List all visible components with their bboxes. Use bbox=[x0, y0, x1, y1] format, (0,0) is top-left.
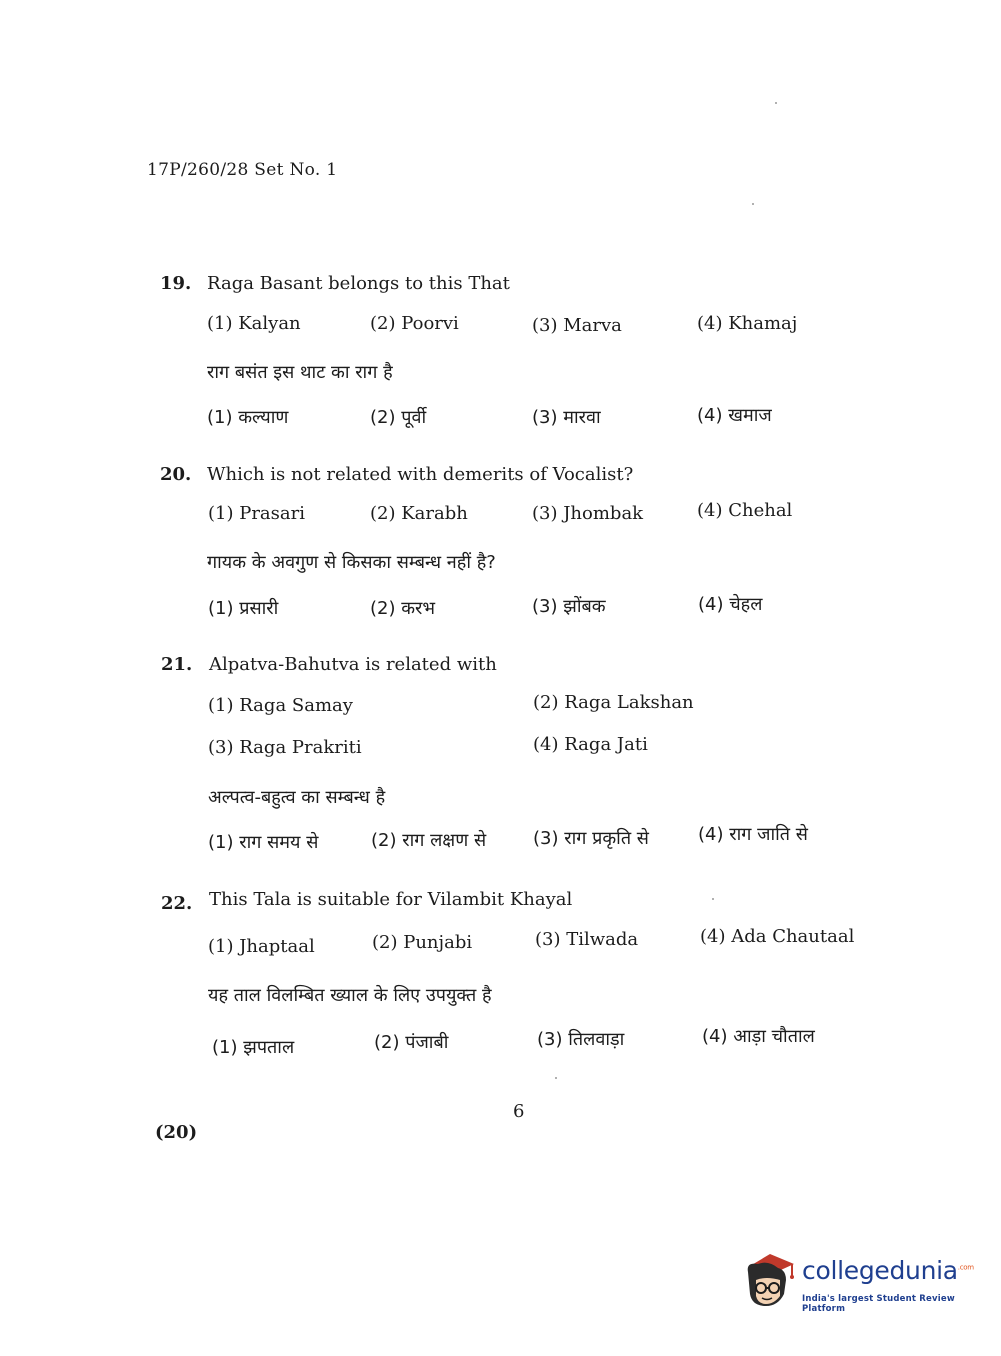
question-number: 19. bbox=[160, 273, 192, 294]
option-en: (1) Jhaptaal bbox=[208, 936, 315, 957]
option-en: (4) Raga Jati bbox=[533, 734, 648, 755]
option-hi: (1) प्रसारी bbox=[208, 598, 279, 619]
option-en: (4) Chehal bbox=[697, 500, 793, 521]
question-text-hi: राग बसंत इस थाट का राग है bbox=[207, 362, 393, 383]
option-en: (2) Poorvi bbox=[370, 313, 459, 334]
option-en: (1) Prasari bbox=[208, 503, 305, 524]
scan-speck bbox=[555, 1077, 557, 1079]
option-hi: (1) झपताल bbox=[212, 1037, 295, 1058]
question-text-hi: अल्पत्व-बहुत्व का सम्बन्ध है bbox=[208, 787, 386, 808]
option-en: (2) Punjabi bbox=[372, 932, 473, 953]
option-en: (4) Khamaj bbox=[697, 313, 798, 334]
option-en: (2) Raga Lakshan bbox=[533, 692, 694, 713]
option-hi: (2) पूर्वी bbox=[370, 407, 427, 428]
option-hi: (1) कल्याण bbox=[207, 407, 289, 428]
option-hi: (3) झोंबक bbox=[532, 596, 606, 617]
option-en: (1) Raga Samay bbox=[208, 695, 353, 716]
question-number: 21. bbox=[161, 654, 193, 675]
question-text-hi: यह ताल विलम्बित ख्याल के लिए उपयुक्त है bbox=[208, 985, 492, 1006]
question-text-en: Which is not related with demerits of Vocalist? bbox=[207, 464, 634, 485]
question-text-en: Raga Basant belongs to this That bbox=[207, 273, 510, 294]
booklet-code: (20) bbox=[155, 1122, 198, 1143]
question-text-en: This Tala is suitable for Vilambit Khayal bbox=[209, 889, 573, 910]
collegedunia-watermark bbox=[742, 1250, 972, 1312]
option-en: (2) Karabh bbox=[370, 503, 468, 524]
option-hi: (3) राग प्रकृति से bbox=[533, 828, 649, 849]
option-hi: (2) राग लक्षण से bbox=[371, 830, 487, 851]
question-text-en: Alpatva-Bahutva is related with bbox=[209, 654, 497, 675]
option-hi: (3) मारवा bbox=[532, 407, 601, 428]
option-en: (3) Tilwada bbox=[535, 929, 639, 950]
brand-tagline: India's largest Student Review Platform bbox=[802, 1294, 955, 1314]
page-number: 6 bbox=[513, 1101, 525, 1122]
brand-name-text: collegedunia bbox=[802, 1256, 958, 1285]
scan-speck bbox=[775, 102, 777, 104]
question-text-hi: गायक के अवगुण से किसका सम्बन्ध नहीं है? bbox=[207, 552, 496, 573]
option-en: (1) Kalyan bbox=[207, 313, 301, 334]
option-hi: (4) खमाज bbox=[697, 405, 772, 426]
question-number: 22. bbox=[161, 893, 193, 914]
brand-suffix: .com bbox=[957, 1263, 974, 1272]
mascot-logo-icon bbox=[742, 1250, 800, 1312]
option-en: (3) Marva bbox=[532, 315, 622, 336]
option-hi: (3) तिलवाड़ा bbox=[537, 1029, 625, 1050]
option-en: (3) Raga Prakriti bbox=[208, 737, 362, 758]
paper-code: 17P/260/28 Set No. 1 bbox=[147, 160, 338, 180]
option-hi: (4) आड़ा चौताल bbox=[702, 1026, 815, 1047]
option-en: (4) Ada Chautaal bbox=[700, 926, 855, 947]
scan-speck bbox=[752, 203, 754, 205]
option-hi: (1) राग समय से bbox=[208, 832, 319, 853]
question-number: 20. bbox=[160, 464, 192, 485]
option-hi: (4) चेहल bbox=[698, 594, 763, 615]
option-hi: (2) पंजाबी bbox=[374, 1032, 449, 1053]
scan-speck bbox=[712, 898, 714, 900]
option-hi: (2) करभ bbox=[370, 598, 436, 619]
brand-name bbox=[802, 1256, 974, 1285]
option-en: (3) Jhombak bbox=[532, 503, 644, 524]
option-hi: (4) राग जाति से bbox=[698, 824, 808, 845]
